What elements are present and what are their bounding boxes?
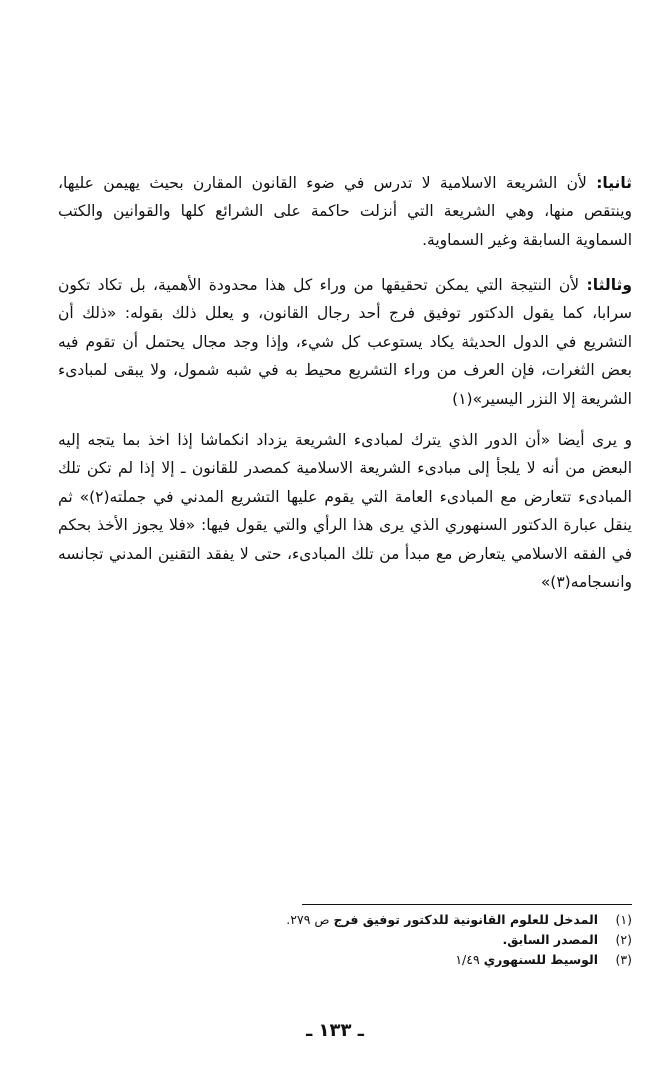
page-number: ـ ١٣٣ ـ	[306, 1020, 364, 1041]
paragraph-text: و يرى أيضا «أن الدور الذي يترك لمبادىء الشريعة يزداد انكماشا إذا اخذ بما يتجه إليه البعض من أنه لا يلجأ إلى مبادىء الشريعة الاسلامية كمصدر للقانون ـ إلا إذا لم تكن تلك المبادىء تتعارض مع المبادىء العامة التي يقوم عليها التشريع المدني في جملته(٢)» ثم ينقل عبارة الدكتور السنهوري الذي يرى هذا الرأي والتي يقول فيها: «فلا يجوز الأخذ بحكم في الفقه الاسلامي يتعارض مع مبدأ من تلك المبادىء، حتى لا يفقد التقنين المدني تجانسه وانسجامه(٣)»	[58, 431, 632, 592]
footnote-item	[212, 950, 632, 970]
paragraph-lead: ثانيا:	[596, 174, 632, 192]
footnote-item	[212, 910, 632, 930]
footnote-reference: ص ٢٧٩.	[286, 912, 334, 927]
footnote-source-title: الوسيط للسنهوري	[483, 952, 598, 967]
paragraph-text: لأن النتيجة التي يمكن تحقيقها من وراء كل هذا محدودة الأهمية، بل تكاد تكون سرابا، كما يقول الدكتور توفيق فرج أحد رجال القانون، و يعلل ذلك بقوله: «ذلك أن التشريع في الدول الحديثة يكاد يستوعب كل شيء، وإذا وجد مجال يحتمل أن تقوم فيه بعض الثغرات، فإن العرف من وراء التشريع محيط به في شبه شمول، ولا يبقى لمبادىء الشريعة إلا النزر اليسير»(١)	[58, 276, 632, 408]
paragraph-quotation	[58, 426, 632, 596]
footnote-reference: المصدر السابق.	[502, 932, 598, 947]
paragraph-lead: وثالثا:	[586, 276, 632, 294]
footnote-number: (١)	[615, 912, 632, 927]
footnotes-list	[212, 910, 632, 970]
paragraph-third-reason	[58, 271, 632, 413]
paragraph-text: لأن الشريعة الاسلامية لا تدرس في ضوء القانون المقارن بحيث يهيمن عليها، وينتقص منها، وهي الشريعة التي أنزلت حاكمة على الشرائع كلها والقوانين والكتب السماوية السابقة وغير السماوية.	[58, 174, 632, 249]
footnote-divider	[302, 904, 632, 905]
footnote-reference: ١/٤٩	[455, 952, 484, 967]
footnote-number: (٣)	[615, 952, 632, 967]
footnote-item	[212, 930, 632, 950]
footnote-source-title: المدخل للعلوم القانونية للدكتور توفيق فرج	[333, 912, 598, 927]
paragraph-second-reason	[58, 169, 632, 254]
footnote-number: (٢)	[615, 932, 632, 947]
